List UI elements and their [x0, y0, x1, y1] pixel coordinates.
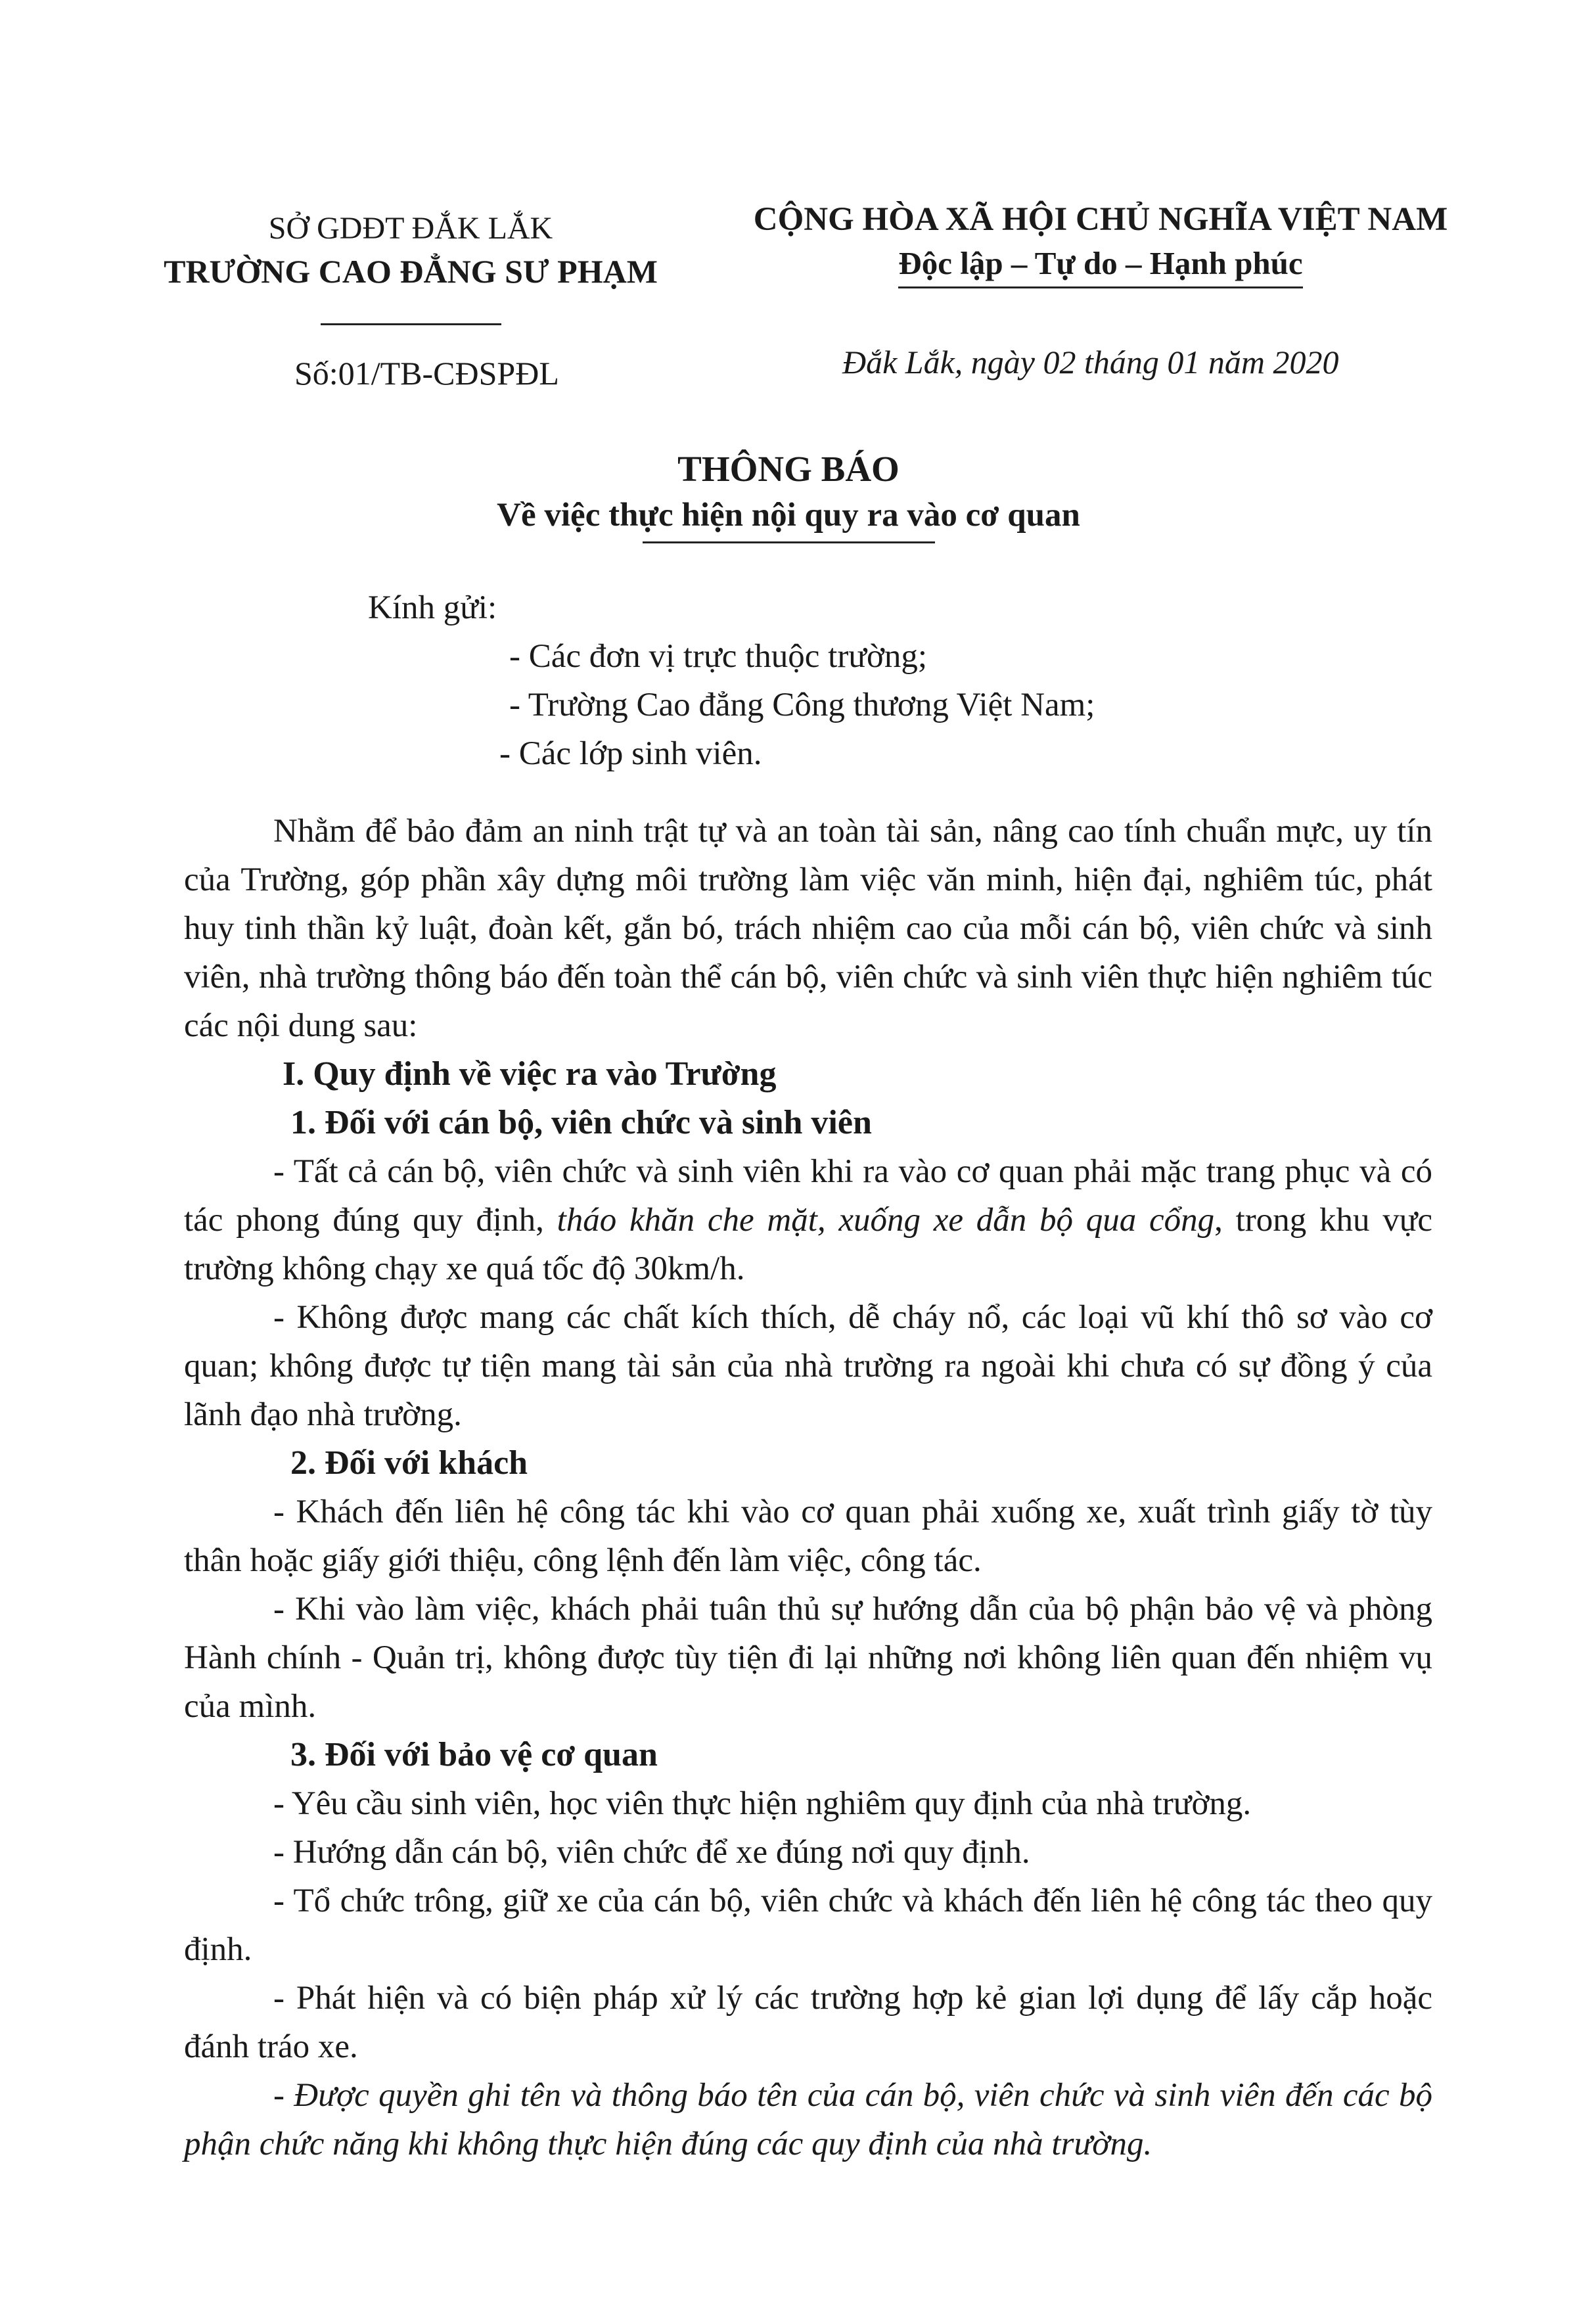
rule-paragraph: - Được quyền ghi tên và thông báo tên của cán bộ, viên chức và sinh viên đến các bộ phận chức năng khi không thực hiện đúng các quy định của nhà trường. [184, 2077, 1432, 2162]
rule-paragraph: - Khi vào làm việc, khách phải tuân thủ sự hướng dẫn của bộ phận bảo vệ và phòng Hành chính - Quản trị, không được tùy tiện đi lại những nơi không liên quan đến nhiệm vụ của mình. [184, 1591, 1432, 1725]
recipient-item: - Các lớp sinh viên. [499, 735, 762, 772]
document-date: Đắk Lắk, ngày 02 tháng 01 năm 2020 [842, 344, 1339, 380]
document-number: Số:01/TB-CĐSPĐL [294, 355, 559, 392]
rule-paragraph: - Yêu cầu sinh viên, học viên thực hiện nghiêm quy định của nhà trường. [273, 1785, 1252, 1822]
rule-paragraph: - Không được mang các chất kích thích, dễ cháy nổ, các loại vũ khí thô sơ vào cơ quan; không được tự tiện mang tài sản của nhà trường ra ngoài khi chưa có sự đồng ý của lãnh đạo nhà trường. [184, 1299, 1432, 1433]
subsection-heading: 2. Đối với khách [290, 1444, 528, 1482]
subsection-heading: 1. Đối với cán bộ, viên chức và sinh viên [290, 1104, 872, 1141]
rule-text: , trong khu vực trường không chạy xe quá tốc độ 30km/h. [184, 1202, 1432, 1287]
issuer-underline [321, 323, 501, 325]
rule-paragraph [184, 1147, 1432, 1293]
national-motto: Độc lập – Tự do – Hạnh phúc [898, 242, 1302, 288]
rule-paragraph: - Tổ chức trông, giữ xe của cán bộ, viên chức và khách đến liên hệ công tác theo quy định. [184, 1883, 1432, 1968]
rule-paragraph: - Khách đến liên hệ công tác khi vào cơ quan phải xuống xe, xuất trình giấy tờ tùy thân hoặc giấy giới thiệu, công lệnh đến làm việc, công tác. [184, 1494, 1432, 1579]
section-heading: I. Quy định về việc ra vào Trường [283, 1055, 777, 1093]
school-name: TRƯỜNG CAO ĐẲNG SƯ PHẠM [164, 253, 658, 290]
recipient-item: - Các đơn vị trực thuộc trường; [509, 638, 928, 675]
rule-text: - Tất cả cán bộ, viên chức và sinh viên khi ra vào cơ quan phải mặc trang phục và có tác phong đúng quy định, [184, 1153, 1432, 1239]
rule-paragraph: - Phát hiện và có biện pháp xử lý các trường hợp kẻ gian lợi dụng để lấy cắp hoặc đánh tráo xe. [184, 1980, 1432, 2065]
rule-paragraph: - Hướng dẫn cán bộ, viên chức để xe đúng nơi quy định. [273, 1834, 1030, 1871]
rule-emphasis: tháo khăn che mặt, xuống xe dẫn bộ qua cổng [557, 1202, 1215, 1239]
recipient-item: - Trường Cao đẳng Công thương Việt Nam; [509, 687, 1095, 723]
document-subtitle: Về việc thực hiện nội quy ra vào cơ quan [497, 497, 1080, 534]
recipients-label: Kính gửi: [368, 589, 497, 626]
national-motto-block [723, 197, 1478, 288]
issuer-block [131, 208, 690, 325]
country-name: CỘNG HÒA XÃ HỘI CHỦ NGHĨA VIỆT NAM [753, 201, 1448, 238]
title-block [329, 445, 1248, 543]
subsection-heading: 3. Đối với bảo vệ cơ quan [290, 1736, 658, 1773]
document-body [184, 807, 1432, 2168]
department-name: SỞ GDĐT ĐẮK LẮK [268, 211, 553, 246]
recipients-block [368, 583, 1095, 778]
intro-paragraph: Nhằm để bảo đảm an ninh trật tự và an toàn tài sản, nâng cao tính chuẩn mực, uy tín của Trường, góp phần xây dựng môi trường làm việc văn minh, hiện đại, nghiêm túc, phát huy tinh thần kỷ luật, đoàn kết, gắn bó, trách nhiệm cao của mỗi cán bộ, viên chức và sinh viên, nhà trường thông báo đến toàn thể cán bộ, viên chức và sinh viên thực hiện nghiêm túc các nội dung sau: [184, 813, 1432, 1044]
title-underline [643, 541, 935, 543]
document-title: THÔNG BÁO [677, 449, 900, 489]
